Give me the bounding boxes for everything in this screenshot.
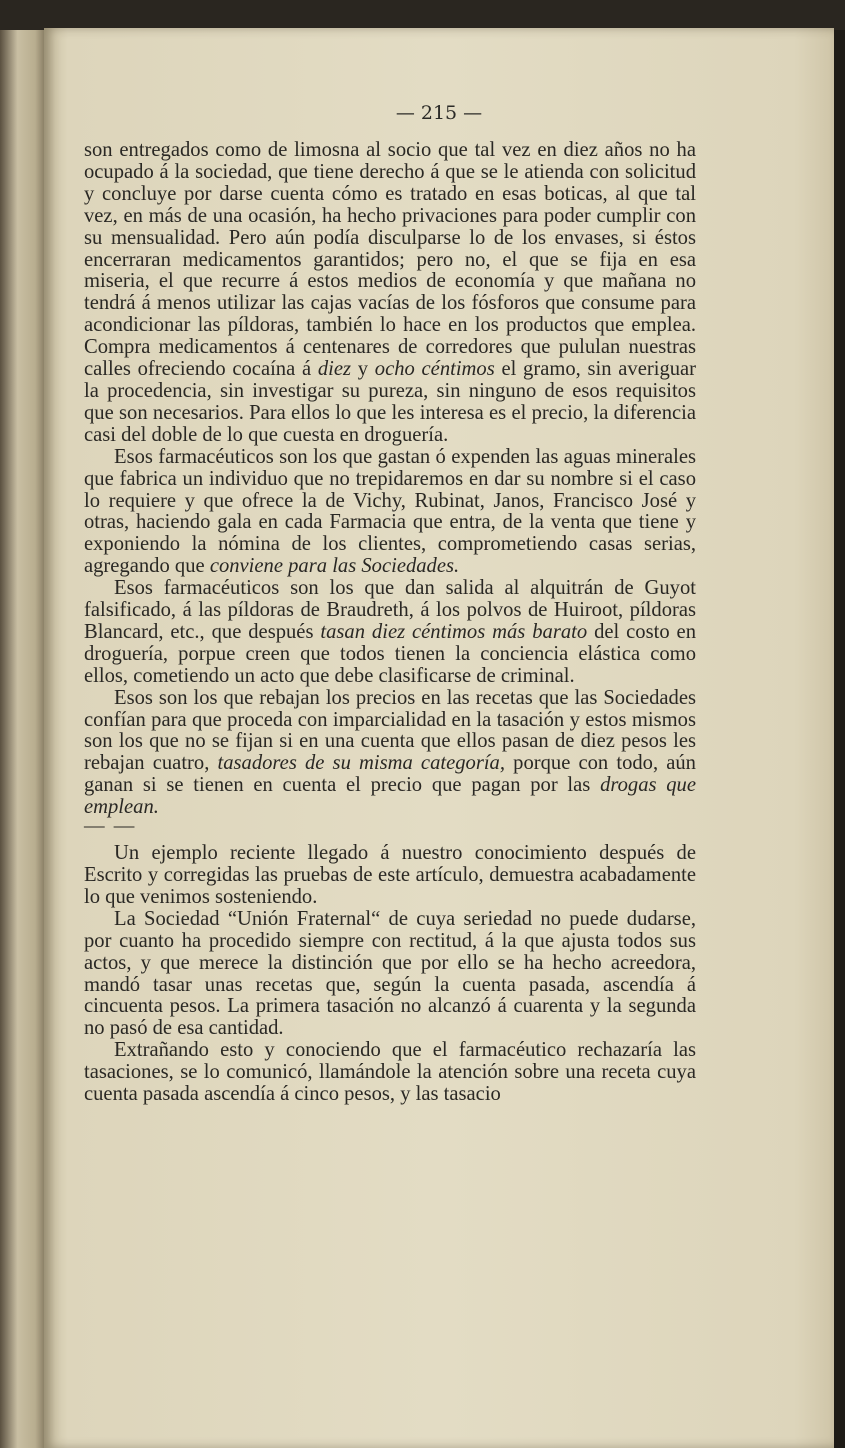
body-text: [84, 140, 696, 1106]
paragraph-4: Esos son los que rebajan los precios en las recetas que las Sociedades confían para que proceda con imparcialidad en la tasación y estos mismos son los que no se fijan si en una cuenta que ellos pasan de diez pesos les rebajan cuatro, tasadores de su misma categoría, porque con todo, aún ganan si se tienen en cuenta el precio que pagan por las drogas que emplean.: [84, 686, 696, 819]
section-divider: — —: [84, 815, 137, 838]
facing-page-edge: [0, 30, 44, 1448]
page-number: — 215 —: [395, 102, 483, 124]
book-page: [44, 28, 834, 1448]
paragraph-2: Esos farmacéuticos son los que gastan ó expenden las aguas minerales que fabrica un individuo que no trepidaremos en dar su nombre si el caso lo requiere y que ofrece la de Vichy, Rubinat, Janos, Francisco José y otras, haciendo gala en cada Farmacia que entra, de la venta que tiene y exponiendo la nómina de los clientes, comprometiendo casas serias, agregando que conviene para las Sociedades.: [84, 445, 696, 578]
paragraph-1: son entregados como de limosna al socio que tal vez en diez años no ha ocupado á la sociedad, que tiene derecho á que se le atienda con solicitud y concluye por darse cuenta cómo es tratado en esas boticas, al que tal vez, en más de una ocasión, ha hecho privaciones para poder cumplir con su mensualidad. Pero aún podía disculparse lo de los envases, si éstos encerraran medicamentos garantidos; pero no, el que se fija en esa miseria, el que recurre á estos medios de economía y que mañana no tendrá á menos utilizar las cajas vacías de los fósforos que consume para acondicionar las píldoras, también lo hace en los productos que emplea. Compra medicamentos á centenares de corredores que pululan nuestras calles ofreciendo cocaína á diez y ocho céntimos el gramo, sin averiguar la procedencia, sin investigar su pureza, sin ninguno de esos requisitos que son necesarios. Para ellos lo que les interesa es el precio, la diferencia casi del doble de lo que cuesta en droguería.: [84, 139, 697, 446]
paragraph-6: La Sociedad “Unión Fraternal“ de cuya seriedad no puede dudarse, por cuanto ha procedido siempre con rectitud, á la que ajusta todos sus actos, y que merece la distinción que por ello se ha hecho acreedora, mandó tasar unas recetas que, según la cuenta pasada, ascendía á cincuenta pesos. La primera tasación no alcanzó á cuarenta y la segunda no pasó de esa cantidad.: [84, 907, 696, 1040]
paragraph-3: Esos farmacéuticos son los que dan salida al alquitrán de Guyot falsificado, á las píldoras de Braudreth, á los polvos de Huiroot, píldoras Blancard, etc., que después tasan diez céntimos más barato del costo en droguería, porpue creen que todos tienen la conciencia elástica como ellos, cometiendo un acto que debe clasificarse de criminal.: [84, 577, 696, 687]
paragraph-7: Extrañando esto y conociendo que el farmacéutico rechazaría las tasaciones, se lo comunicó, llamándole la atención sobre una receta cuya cuenta pasada ascendía á cinco pesos, y las tasacio: [84, 1039, 696, 1106]
scan-background: [834, 30, 845, 1448]
paragraph-5: Un ejemplo reciente llegado á nuestro conocimiento después de Escrito y corregidas las pruebas de este artículo, demuestra acabadamente lo que venimos sosteniendo.: [84, 842, 696, 908]
